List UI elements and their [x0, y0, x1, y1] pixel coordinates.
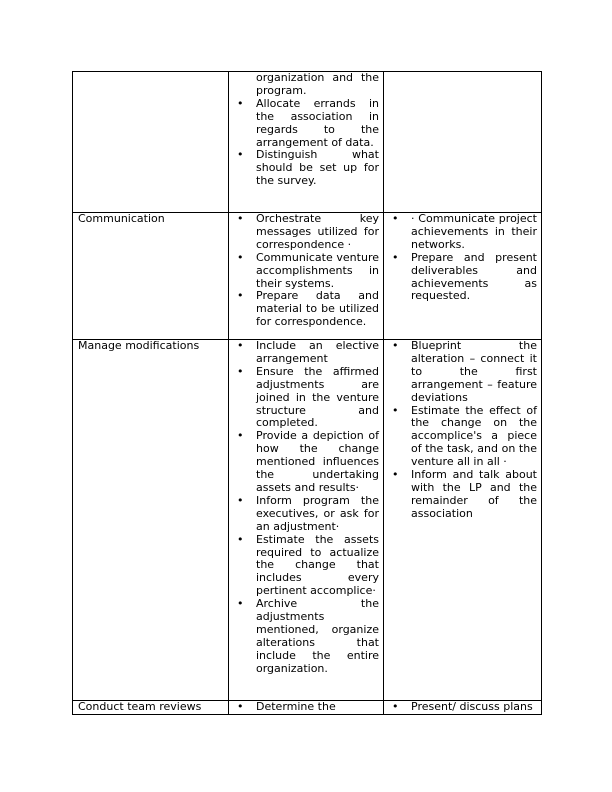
list-item: • · Communicate project achievements in their networks. [389, 213, 537, 252]
row-label-cell [73, 340, 229, 701]
list-item: • Provide a depiction of how the change mentioned influences the undertaking assets and results· [234, 430, 379, 495]
list-item: organization and the program. [256, 71, 379, 97]
table-row [73, 340, 542, 701]
tasks-cell [229, 701, 384, 715]
list-item: • Include an elective arrangement [234, 340, 379, 366]
row-label: Communication [78, 212, 165, 225]
list-item: • Estimate the effect of the change on the accomplice's a piece of the task, and on the venture all in all · [389, 405, 537, 470]
list-item: • Orchestrate key messages utilized for correspondence · [234, 213, 379, 252]
row-label-cell [73, 701, 229, 715]
list-item: • Determine the [234, 701, 379, 714]
row-label-cell [73, 213, 229, 340]
list-item: • Ensure the affirmed adjustments are joined in the venture structure and completed. [234, 366, 379, 431]
list-item: • Estimate the assets required to actualize the change that includes every pertinent accomplice· [234, 534, 379, 599]
row-label: Conduct team reviews [78, 700, 202, 713]
deliverables-cell [384, 701, 542, 715]
list-item: • Archive the adjustments mentioned, organize alterations that include the entire organization. [234, 598, 379, 675]
deliverables-cell [384, 72, 542, 213]
list-item: • Present/ discuss plans [389, 701, 537, 714]
list-item: • Inform program the executives, or ask for an adjustment· [234, 495, 379, 534]
list-item: • Allocate errands in the association in regards to the arrangement of data. [234, 98, 379, 150]
tasks-cell [229, 213, 384, 340]
deliverables-cell [384, 340, 542, 701]
list-item: • Communicate venture accomplishments in their systems. [234, 252, 379, 291]
tasks-cell [229, 340, 384, 701]
responsibilities-table [72, 71, 542, 715]
list-item: • Prepare and present deliverables and achievements as requested. [389, 252, 537, 304]
row-label: Manage modifications [78, 339, 200, 352]
row-label-cell [73, 72, 229, 213]
list-item: • Distinguish what should be set up for the survey. [234, 149, 379, 188]
table-row [73, 701, 542, 715]
table-row [73, 213, 542, 340]
table-row [73, 72, 542, 213]
tasks-cell [229, 72, 384, 213]
deliverables-cell [384, 213, 542, 340]
list-item: • Inform and talk about with the LP and the remainder of the association [389, 469, 537, 521]
list-item: • Blueprint the alteration – connect it to the first arrangement – feature deviations [389, 340, 537, 405]
list-item: • Prepare data and material to be utilized for correspondence. [234, 290, 379, 329]
